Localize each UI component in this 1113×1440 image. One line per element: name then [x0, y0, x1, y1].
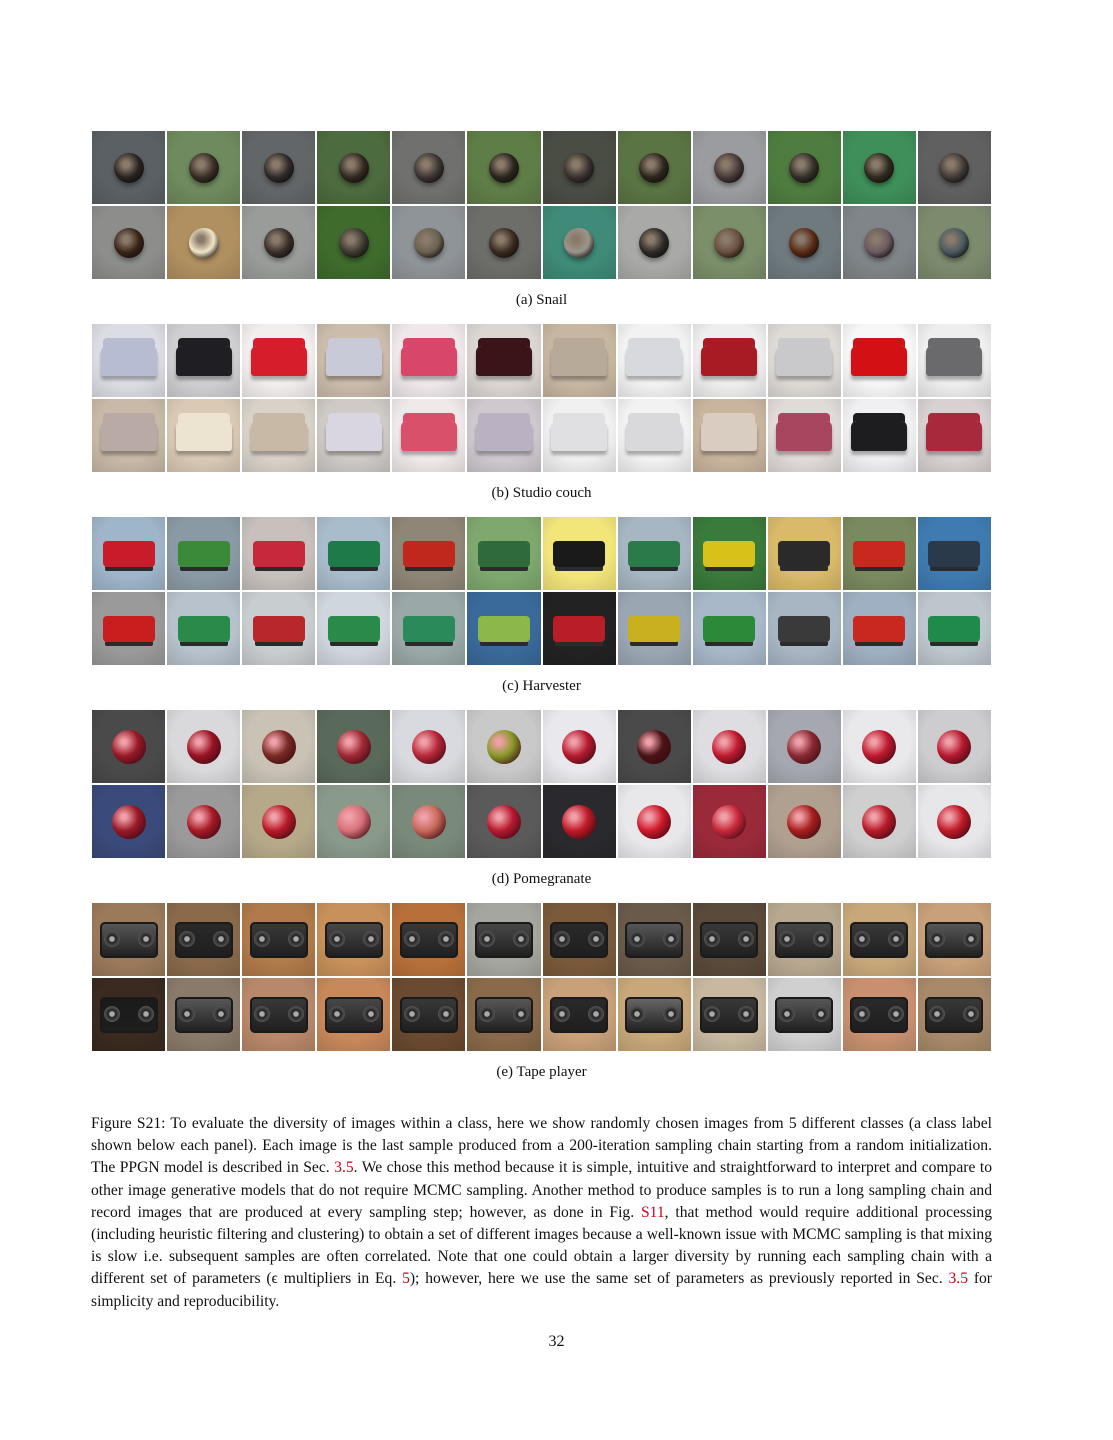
sample-image — [692, 591, 767, 666]
sample-subject — [939, 228, 969, 258]
sample-subject — [325, 997, 383, 1033]
sample-image — [617, 591, 692, 666]
sample-image — [692, 323, 767, 398]
sample-subject — [787, 805, 821, 839]
panel-e — [91, 902, 992, 1082]
sample-subject — [851, 346, 907, 376]
sample-subject — [112, 730, 146, 764]
sample-image — [917, 902, 992, 977]
sample-image — [91, 784, 166, 859]
sample-image — [91, 709, 166, 784]
sample-subject — [337, 805, 371, 839]
caption-text: for simplicity and reproducibility. — [91, 1270, 992, 1310]
sample-image — [241, 977, 316, 1052]
sample-subject — [864, 228, 894, 258]
sample-image — [241, 902, 316, 977]
sample-image — [391, 784, 466, 859]
sample-subject — [712, 730, 746, 764]
sample-subject — [775, 922, 833, 958]
sample-subject — [701, 421, 757, 451]
sample-image — [466, 977, 541, 1052]
sample-image — [917, 709, 992, 784]
sample-subject — [414, 153, 444, 183]
sample-subject — [625, 997, 683, 1033]
sample-subject — [925, 922, 983, 958]
sample-subject — [253, 616, 305, 642]
sample-subject — [328, 541, 380, 567]
sample-image — [692, 902, 767, 977]
sample-subject — [562, 805, 596, 839]
sample-subject — [628, 616, 680, 642]
sample-image — [91, 323, 166, 398]
sample-image — [842, 130, 917, 205]
sample-subject — [626, 421, 682, 451]
sample-image — [842, 902, 917, 977]
sample-image — [391, 591, 466, 666]
sample-image — [316, 591, 391, 666]
sample-subject — [475, 997, 533, 1033]
sample-image — [466, 323, 541, 398]
sample-subject — [476, 421, 532, 451]
sample-subject — [939, 153, 969, 183]
sample-image — [617, 784, 692, 859]
sample-image — [842, 398, 917, 473]
caption-text: . We chose this method because it is simple, intuitive and straightforward to interpret and compare to other image generative models that do not require MCMC sampling. Another method to produce samples is to run a long sampling chain and record images that are produced at every sampling step; however, as done in Fig. — [91, 1159, 992, 1221]
sample-image — [842, 323, 917, 398]
sample-subject — [639, 228, 669, 258]
sample-image — [316, 709, 391, 784]
figure-ref-link[interactable]: S11 — [640, 1203, 665, 1221]
sample-image — [767, 977, 842, 1052]
image-grid — [91, 709, 992, 859]
panel-a — [91, 130, 992, 310]
sample-image — [316, 398, 391, 473]
panel-caption: (e) Tape player — [496, 1064, 587, 1080]
sample-image — [166, 709, 241, 784]
sample-subject — [700, 922, 758, 958]
sample-subject — [776, 421, 832, 451]
sample-subject — [639, 153, 669, 183]
sample-image — [166, 516, 241, 591]
sample-image — [767, 205, 842, 280]
sample-image — [617, 398, 692, 473]
sample-image — [692, 977, 767, 1052]
sample-subject — [339, 153, 369, 183]
sample-image — [241, 591, 316, 666]
sample-image — [241, 205, 316, 280]
sample-image — [767, 902, 842, 977]
sample-subject — [864, 153, 894, 183]
sample-image — [166, 398, 241, 473]
sample-image — [767, 323, 842, 398]
sample-image — [391, 323, 466, 398]
sample-image — [316, 516, 391, 591]
sample-image — [542, 977, 617, 1052]
sample-subject — [264, 153, 294, 183]
sample-image — [692, 784, 767, 859]
sample-subject — [189, 153, 219, 183]
sample-image — [542, 323, 617, 398]
sample-subject — [103, 541, 155, 567]
section-ref-link[interactable]: 3.5 — [334, 1159, 354, 1177]
sample-image — [617, 323, 692, 398]
sample-subject — [703, 541, 755, 567]
panel-caption: (d) Pomegranate — [491, 871, 592, 887]
sample-subject — [787, 730, 821, 764]
sample-image — [166, 784, 241, 859]
sample-subject — [101, 421, 157, 451]
sample-subject — [564, 228, 594, 258]
sample-image — [316, 205, 391, 280]
sample-image — [767, 591, 842, 666]
sample-subject — [637, 805, 671, 839]
sample-subject — [700, 997, 758, 1033]
sample-image — [166, 902, 241, 977]
sample-image — [692, 205, 767, 280]
sample-subject — [775, 997, 833, 1033]
sample-image — [316, 130, 391, 205]
sample-subject — [100, 922, 158, 958]
sample-subject — [176, 346, 232, 376]
caption-text: Figure S21: To evaluate the diversity of images within a class, here we show randomly chosen images from 5 different classes (a class label shown below each panel). Each image is the last sample produced from a 200-iteration sampling chain starting from a random initialization. The PPGN model is described in Sec. — [91, 1115, 992, 1177]
sample-subject — [114, 153, 144, 183]
sample-image — [466, 784, 541, 859]
sample-subject — [550, 922, 608, 958]
sample-subject — [403, 541, 455, 567]
sample-subject — [778, 541, 830, 567]
sample-subject — [326, 421, 382, 451]
sample-subject — [475, 922, 533, 958]
sample-subject — [489, 153, 519, 183]
sample-subject — [412, 805, 446, 839]
sample-subject — [701, 346, 757, 376]
sample-image — [917, 205, 992, 280]
sample-subject — [262, 730, 296, 764]
sample-image — [917, 516, 992, 591]
sample-subject — [325, 922, 383, 958]
panel-c — [91, 516, 992, 696]
sample-image — [542, 784, 617, 859]
sample-image — [767, 130, 842, 205]
image-grid — [91, 130, 992, 280]
sample-subject — [250, 922, 308, 958]
sample-image — [466, 130, 541, 205]
sample-subject — [853, 541, 905, 567]
sample-image — [466, 398, 541, 473]
sample-image — [241, 323, 316, 398]
sample-subject — [401, 346, 457, 376]
sample-subject — [175, 997, 233, 1033]
sample-subject — [103, 616, 155, 642]
sample-subject — [937, 805, 971, 839]
sample-subject — [778, 616, 830, 642]
sample-image — [241, 784, 316, 859]
sample-image — [241, 516, 316, 591]
sample-image — [542, 130, 617, 205]
sample-subject — [626, 346, 682, 376]
sample-image — [842, 784, 917, 859]
sample-subject — [625, 922, 683, 958]
sample-subject — [176, 421, 232, 451]
caption-text: ); however, here we use the same set of parameters as previously reported in Sec. — [409, 1270, 949, 1288]
sample-subject — [262, 805, 296, 839]
sample-image — [692, 130, 767, 205]
sample-subject — [112, 805, 146, 839]
sample-subject — [253, 541, 305, 567]
sample-subject — [250, 997, 308, 1033]
sample-subject — [714, 153, 744, 183]
sample-subject — [928, 541, 980, 567]
sample-subject — [925, 997, 983, 1033]
sample-subject — [401, 421, 457, 451]
sample-subject — [400, 997, 458, 1033]
sample-subject — [403, 616, 455, 642]
sample-image — [692, 709, 767, 784]
sample-subject — [251, 421, 307, 451]
sample-subject — [187, 805, 221, 839]
sample-image — [241, 398, 316, 473]
sample-image — [466, 591, 541, 666]
sample-subject — [937, 730, 971, 764]
sample-image — [767, 516, 842, 591]
sample-subject — [712, 805, 746, 839]
caption-text: , that method would require additional processing (including heuristic filtering and clustering) to obtain a set of different images because a well-known issue with MCMC sampling is that mixing is slow i.e. subsequent samples are often correlated. Note that one could obtain a larger diversity by running each sampling chain with a different set of parameters (ϵ multipliers in Eq. — [91, 1203, 992, 1288]
sample-image — [542, 902, 617, 977]
sample-image — [316, 784, 391, 859]
panel-d — [91, 709, 992, 889]
sample-image — [917, 591, 992, 666]
sample-subject — [776, 346, 832, 376]
sample-image — [692, 516, 767, 591]
sample-subject — [862, 805, 896, 839]
sample-image — [466, 516, 541, 591]
sample-image — [316, 323, 391, 398]
sample-image — [917, 977, 992, 1052]
sample-image — [466, 902, 541, 977]
sample-subject — [853, 616, 905, 642]
sample-image — [617, 516, 692, 591]
sample-subject — [928, 616, 980, 642]
sample-subject — [551, 346, 607, 376]
sample-subject — [339, 228, 369, 258]
sample-image — [241, 130, 316, 205]
sample-image — [617, 902, 692, 977]
image-grid — [91, 902, 992, 1052]
sample-subject — [489, 228, 519, 258]
sample-image — [166, 977, 241, 1052]
panel-caption: (b) Studio couch — [491, 485, 592, 501]
sample-subject — [926, 421, 982, 451]
panel-b — [91, 323, 992, 503]
sample-image — [316, 977, 391, 1052]
sample-image — [391, 902, 466, 977]
sample-image — [91, 205, 166, 280]
sample-subject — [851, 421, 907, 451]
page-number: 32 — [548, 1333, 565, 1350]
sample-subject — [789, 153, 819, 183]
sample-subject — [100, 997, 158, 1033]
sample-subject — [478, 616, 530, 642]
sample-subject — [850, 997, 908, 1033]
sample-subject — [714, 228, 744, 258]
sample-subject — [562, 730, 596, 764]
sample-image — [842, 591, 917, 666]
sample-subject — [326, 346, 382, 376]
sample-image — [166, 130, 241, 205]
sample-image — [91, 902, 166, 977]
sample-image — [617, 709, 692, 784]
sample-subject — [551, 421, 607, 451]
sample-subject — [251, 346, 307, 376]
sample-subject — [178, 541, 230, 567]
sample-image — [842, 516, 917, 591]
sample-subject — [328, 616, 380, 642]
image-grid — [91, 516, 992, 666]
sample-subject — [101, 346, 157, 376]
equation-ref-link[interactable]: 5 — [402, 1270, 410, 1288]
section-ref-link[interactable]: 3.5 — [948, 1270, 968, 1288]
sample-image — [542, 205, 617, 280]
sample-image — [767, 784, 842, 859]
sample-image — [391, 977, 466, 1052]
sample-image — [917, 130, 992, 205]
sample-image — [617, 205, 692, 280]
sample-subject — [264, 228, 294, 258]
sample-image — [617, 977, 692, 1052]
sample-image — [542, 709, 617, 784]
sample-subject — [189, 228, 219, 258]
sample-subject — [637, 730, 671, 764]
sample-image — [466, 205, 541, 280]
sample-subject — [703, 616, 755, 642]
figure-caption — [91, 1113, 992, 1313]
sample-subject — [400, 922, 458, 958]
sample-image — [91, 591, 166, 666]
sample-image — [692, 398, 767, 473]
sample-subject — [862, 730, 896, 764]
panel-caption: (c) Harvester — [502, 678, 581, 694]
sample-image — [917, 323, 992, 398]
sample-image — [542, 591, 617, 666]
sample-subject — [114, 228, 144, 258]
sample-image — [91, 516, 166, 591]
sample-image — [391, 709, 466, 784]
sample-image — [166, 591, 241, 666]
sample-image — [842, 205, 917, 280]
sample-subject — [850, 922, 908, 958]
sample-subject — [187, 730, 221, 764]
sample-image — [391, 398, 466, 473]
sample-image — [617, 130, 692, 205]
sample-image — [391, 205, 466, 280]
sample-subject — [553, 616, 605, 642]
sample-image — [91, 977, 166, 1052]
sample-image — [767, 709, 842, 784]
sample-subject — [175, 922, 233, 958]
sample-subject — [789, 228, 819, 258]
sample-subject — [553, 541, 605, 567]
sample-image — [767, 398, 842, 473]
sample-image — [166, 323, 241, 398]
sample-image — [316, 902, 391, 977]
sample-subject — [628, 541, 680, 567]
sample-subject — [487, 730, 521, 764]
sample-subject — [414, 228, 444, 258]
sample-image — [466, 709, 541, 784]
sample-subject — [478, 541, 530, 567]
sample-image — [917, 784, 992, 859]
sample-image — [842, 977, 917, 1052]
image-grid — [91, 323, 992, 473]
sample-image — [842, 709, 917, 784]
sample-image — [241, 709, 316, 784]
sample-image — [542, 516, 617, 591]
sample-image — [391, 516, 466, 591]
sample-subject — [550, 997, 608, 1033]
sample-subject — [476, 346, 532, 376]
sample-image — [917, 398, 992, 473]
panel-caption: (a) Snail — [515, 292, 568, 308]
sample-subject — [337, 730, 371, 764]
sample-subject — [564, 153, 594, 183]
sample-image — [91, 398, 166, 473]
sample-image — [91, 130, 166, 205]
sample-image — [391, 130, 466, 205]
sample-subject — [926, 346, 982, 376]
sample-subject — [487, 805, 521, 839]
sample-subject — [178, 616, 230, 642]
sample-image — [166, 205, 241, 280]
sample-image — [542, 398, 617, 473]
sample-subject — [412, 730, 446, 764]
